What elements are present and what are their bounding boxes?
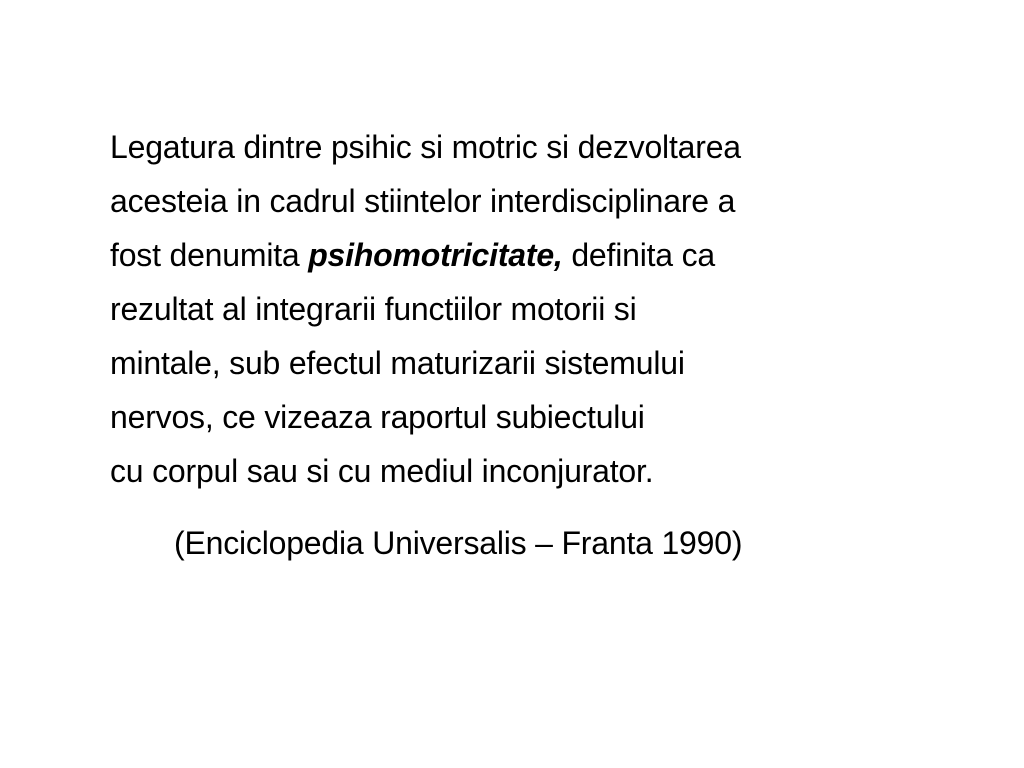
paragraph-line: acesteia in cadrul stiintelor interdisciplinare a: [110, 183, 736, 219]
paragraph-line: mintale, sub efectul maturizarii sistemului: [110, 345, 685, 381]
definition-paragraph: [110, 120, 970, 498]
paragraph-line: rezultat al integrarii functiilor motorii si: [110, 291, 637, 327]
citation: (Enciclopedia Universalis – Franta 1990): [174, 525, 743, 561]
line-text: definita ca: [562, 237, 715, 273]
defined-term: psihomotricitate,: [308, 237, 563, 273]
paragraph-line: nervos, ce vizeaza raportul subiectului: [110, 399, 645, 435]
paragraph-line: cu corpul sau si cu mediul inconjurator.: [110, 453, 654, 489]
line-text: fost denumita: [110, 237, 309, 273]
paragraph-line: [110, 228, 970, 282]
paragraph-line: Legatura dintre psihic si motric si dezvoltarea: [110, 129, 741, 165]
